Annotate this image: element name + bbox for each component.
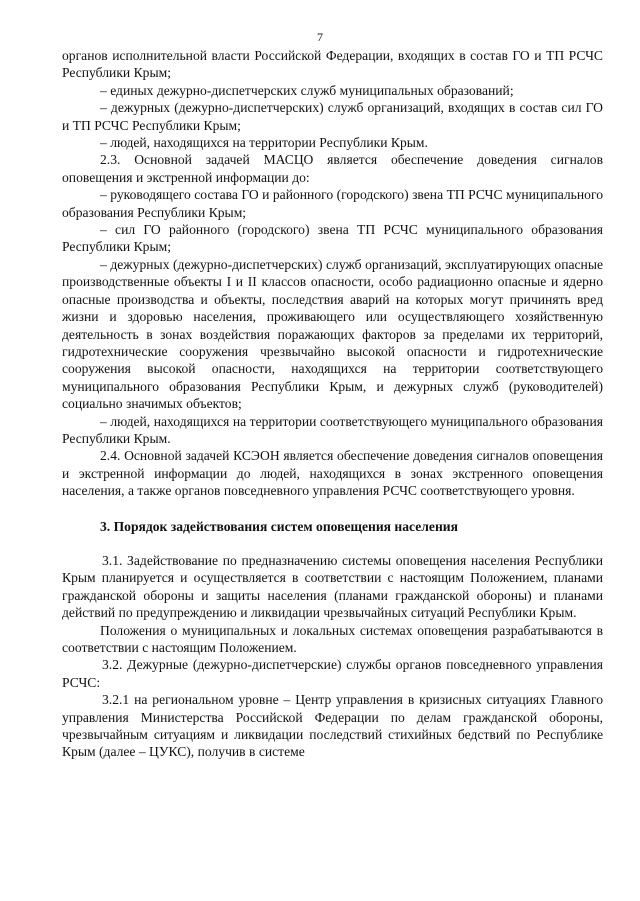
list-item: – руководящего состава ГО и районного (городского) звена ТП РСЧС муниципального образования Республики Крым; [62, 187, 603, 220]
paragraph-3-1: 3.1. Задействование по предназначению системы оповещения населения Республики Крым планируется и осуществляется в соответствии с настоящим Положением, планами гражданской обороны и защиты населения (планами гражданской обороны) и планами действий по предупреждению и ликвидации чрезвычайных ситуаций Республики Крым. [62, 552, 603, 621]
paragraph-2-3: 2.3. Основной задачей МАСЦО является обеспечение доведения сигналов оповещения и экстренной информации до: [62, 152, 603, 185]
list-item: – дежурных (дежурно-диспетчерских) служб организаций, входящих в состав сил ГО и ТП РСЧС Республики Крым; [62, 100, 603, 133]
paragraph-3-2-1: 3.2.1 на региональном уровне – Центр управления в кризисных ситуациях Главного управления Министерства Российской Федерации по делам гражданской обороны, чрезвычайным ситуациям и ликвидации последствий стихийных бедствий по Республике Крым (далее – ЦУКС), получив в системе [62, 692, 603, 760]
page-number: 7 [317, 30, 323, 44]
section-heading: 3. Порядок задействования систем оповещения населения [100, 518, 458, 534]
list-item: – дежурных (дежурно-диспетчерских) служб организаций, эксплуатирующих опасные производственные объекты I и II классов опасности, особо радиационно опасные и ядерно опасные производства и объекты, последствия аварий на которых могут причинять вред жизни и здоровью населения, проживающего или осуществляющего хозяйственную деятельность в зонах воздействия поражающих факторов за пределами их территорий, гидротехнические сооружения чрезвычайно высокой опасности и гидротехнические сооружения высокой опасности, находящихся на территории соответствующего муниципального образования Республики Крым, и дежурных служб (руководителей) социально значимых объектов; [62, 256, 603, 412]
paragraph-2-4: 2.4. Основной задачей КСЭОН является обеспечение доведения сигналов оповещения и экстренной информации до людей, находящихся в зонах экстренного оповещения населения, а также органов повседневного управления РСЧС соответствующего уровня. [62, 448, 603, 499]
document-body [62, 47, 603, 761]
list-item: – людей, находящихся на территории соответствующего муниципального образования Республики Крым. [62, 413, 603, 446]
paragraph: органов исполнительной власти Российской Федерации, входящих в состав ГО и ТП РСЧС Республики Крым; [62, 48, 603, 81]
list-item: – людей, находящихся на территории Республики Крым. [100, 135, 428, 151]
paragraph: Положения о муниципальных и локальных системах оповещения разрабатываются в соответствии с настоящим Положением. [62, 622, 603, 655]
list-item: – единых дежурно-диспетчерских служб муниципальных образований; [100, 82, 514, 98]
list-item: – сил ГО районного (городского) звена ТП РСЧС муниципального образования Республики Крым; [62, 222, 603, 255]
paragraph-3-2: 3.2. Дежурные (дежурно-диспетчерские) службы органов повседневного управления РСЧС: [62, 657, 603, 690]
